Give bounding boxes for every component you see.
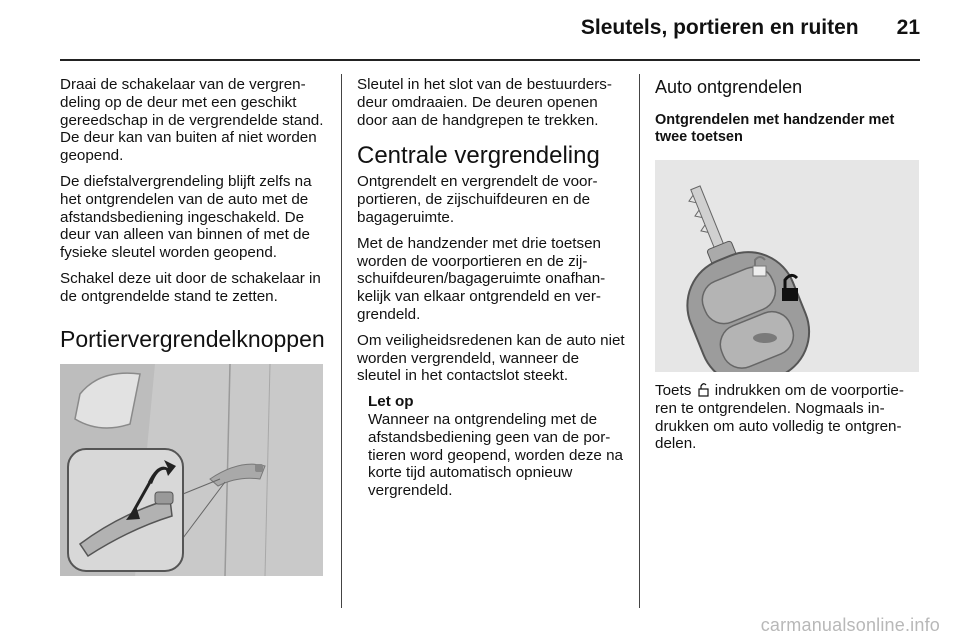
header-rule [60,59,920,61]
paragraph: Ontgrendelt en vergrendelt de voor-portieren, de zijschuifdeuren en de bagageruimte. [357,173,598,226]
page-title: Sleutels, portieren en ruiten [580,16,859,39]
watermark: carmanualsonline.info [760,615,940,635]
unlock-icon [698,382,709,397]
column-1 [60,76,328,576]
note-box [368,393,627,500]
subheading: Ontgrendelen met handzender met twee toetsen [655,112,895,145]
column-divider [341,74,342,608]
column-2 [357,76,627,500]
paragraph: Draai de schakelaar van de vergren-deling op de deur met een geschikt gereedschap in de vergrendelde stand. De deur kan van buiten af niet worden geopend. [60,76,324,165]
section-heading: Centrale vergrendeling [357,142,600,170]
paragraph: De diefstalvergrendeling blijft zelfs na het ontgrendelen van de auto met de afstandsbediening ingeschakeld. De deur van alleen van binnen of met de fysieke sleutel worden geopend. [60,172,312,262]
page-header [60,16,920,40]
section-heading: Auto ontgrendelen [655,77,803,97]
paragraph: Schakel deze uit door de schakelaar in de ontgrendelde stand te zetten. [60,269,321,305]
paragraph [655,382,921,453]
key-fob-illustration [655,160,919,372]
note-title: Let op [368,393,414,411]
text-span: Toets [655,382,692,399]
note-text: Wanneer na ontgrendeling met de afstandsbediening geen van de por-tieren word geopend, worden deze na korte tijd automatisch opnieuw vergrendeld. [368,410,623,500]
text-span: indrukken om de voorportie-ren te ontgrendelen. Nogmaals in-drukken om auto volledig te ontgren-delen. [655,382,904,453]
column-divider [639,74,640,608]
paragraph: Sleutel in het slot van de bestuurders-deur omdraaien. De deuren openen door aan de handgrepen te trekken. [357,76,612,129]
section-heading: Portiervergrendelknoppen [60,325,325,352]
column-3 [655,76,921,461]
paragraph: Om veiligheidsredenen kan de auto niet worden vergrendeld, wanneer de sleutel in het contactslot steekt. [357,331,625,385]
door-handle-illustration [60,364,323,576]
paragraph: Met de handzender met drie toetsen worden de voorportieren en de zij-schuifdeuren/bagageruimte onafhan-kelijk van elkaar ontgrendeld en ver-grendeld. [357,234,606,323]
page-number: 21 [896,16,920,39]
